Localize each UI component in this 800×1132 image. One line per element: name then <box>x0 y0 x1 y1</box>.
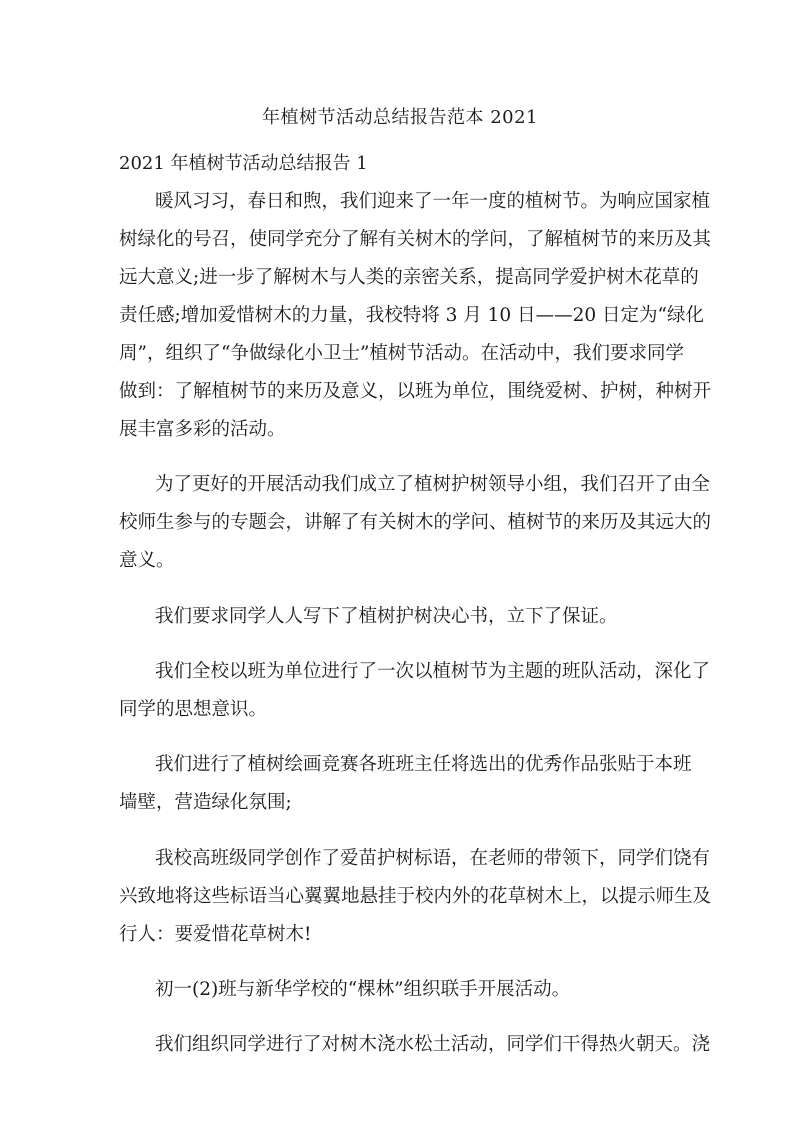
paragraph-line: 行人：要爱惜花草树木! <box>119 924 312 945</box>
paragraph-line: 展丰富多彩的活动。 <box>119 419 286 440</box>
paragraph-line: 初一(2)班与新华学校的“棵林”组织联手开展活动。 <box>155 979 571 1000</box>
paragraph-line: 做到：了解植树节的来历及意义，以班为单位，围绕爱树、护树，种树开 <box>119 381 712 402</box>
document-title: 年植树节活动总结报告范本 2021 <box>261 107 539 128</box>
paragraph-line: 树绿化的号召，使同学充分了解有关树木的学问，了解植树节的来历及其 <box>119 229 712 250</box>
section-heading: 2021 年植树节活动总结报告 1 <box>119 153 368 174</box>
paragraph-line: 周”，组织了“争做绿化小卫士”植树节活动。在活动中，我们要求同学 <box>119 343 684 364</box>
paragraph-line: 兴致地将这些标语当心翼翼地悬挂于校内外的花草树木上，以提示师生及 <box>119 886 712 907</box>
paragraph-line: 意义。 <box>119 550 175 571</box>
paragraph-line: 我们要求同学人人写下了植树护树决心书，立下了保证。 <box>155 606 618 627</box>
paragraph-line: 校师生参与的专题会，讲解了有关树木的学问、植树节的来历及其远大的 <box>119 512 712 533</box>
paragraph-line: 同学的思想意识。 <box>119 699 268 720</box>
paragraph-line: 远大意义;进一步了解树木与人类的亲密关系，提高同学爱护树木花草的 <box>119 267 699 288</box>
paragraph-line: 暖风习习，春日和煦，我们迎来了一年一度的植树节。为响应国家植 <box>155 191 711 212</box>
paragraph-line: 我们组织同学进行了对树木浇水松土活动，同学们干得热火朝天。浇 <box>155 1034 711 1055</box>
paragraph-line: 责任感;增加爱惜树木的力量，我校特将 3 月 10 日——20 日定为“绿化 <box>119 305 704 326</box>
paragraph-line: 我们全校以班为单位进行了一次以植树节为主题的班队活动，深化了 <box>155 661 711 682</box>
paragraph-line: 墙壁，营造绿化氛围; <box>119 792 292 813</box>
paragraph-line: 为了更好的开展活动我们成立了植树护树领导小组，我们召开了由全 <box>155 474 711 495</box>
paragraph-line: 我们进行了植树绘画竞赛各班班主任将选出的优秀作品张贴于本班 <box>155 754 692 775</box>
paragraph-line: 我校高班级同学创作了爱苗护树标语，在老师的带领下，同学们饶有 <box>155 848 711 869</box>
